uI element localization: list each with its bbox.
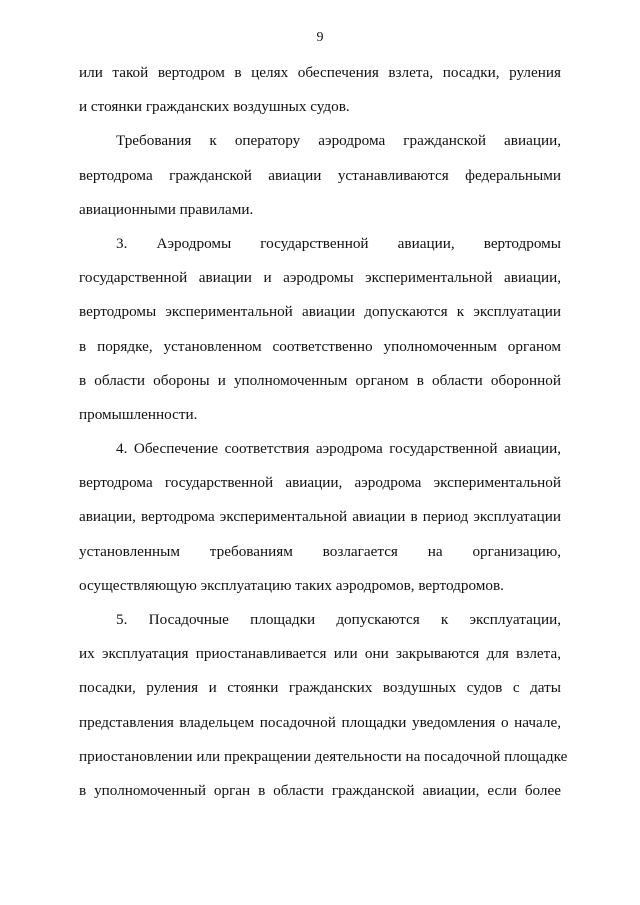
text-line: вертодрома гражданской авиации устанавливаются федеральными [79,166,561,184]
text-line: или такой вертодром в целях обеспечения взлета, посадки, руления [79,64,561,81]
text-line: представления владельцем посадочной площадки уведомления о начале, [79,713,561,731]
text-line: промышленности. [79,405,198,423]
text-line: государственной авиации и аэродромы экспериментальной авиации, [79,269,561,287]
text-line: посадки, руления и стоянки гражданских воздушных судов с даты [79,679,561,697]
text-line: 5. Посадочные площадки допускаются к эксплуатации, [116,611,561,628]
text-line: в области обороны и уполномоченным органом в области оборонной [79,371,561,389]
text-line: установленным требованиям возлагается на организацию, [79,542,561,560]
text-line: 4. Обеспечение соответствия аэродрома государственной авиации, [116,440,561,458]
text-line: приостановлении или прекращении деятельности на посадочной площадке [79,747,568,765]
document-body [79,62,568,814]
text-line: авиации, вертодрома экспериментальной авиации в период эксплуатации [79,508,561,526]
text-line: вертодромы экспериментальной авиации допускаются к эксплуатации [79,303,561,321]
text-line: в порядке, установленном соответственно уполномоченным органом [79,337,561,355]
text-line: 3. Аэродромы государственной авиации, вертодромы [116,234,561,252]
text-line: их эксплуатация приостанавливается или они закрываются для взлета, [79,645,561,663]
page-number: 9 [316,30,324,45]
text-line: в уполномоченный орган в области гражданской авиации, если более [79,781,561,799]
text-line: авиационными правилами. [79,200,254,218]
text-line: осуществляющую эксплуатацию таких аэродромов, вертодромов. [79,576,504,594]
text-line: и стоянки гражданских воздушных судов. [79,98,350,116]
text-line: Требования к оператору аэродрома гражданской авиации, [116,132,561,150]
text-line: вертодрома государственной авиации, аэродрома экспериментальной [79,474,561,492]
